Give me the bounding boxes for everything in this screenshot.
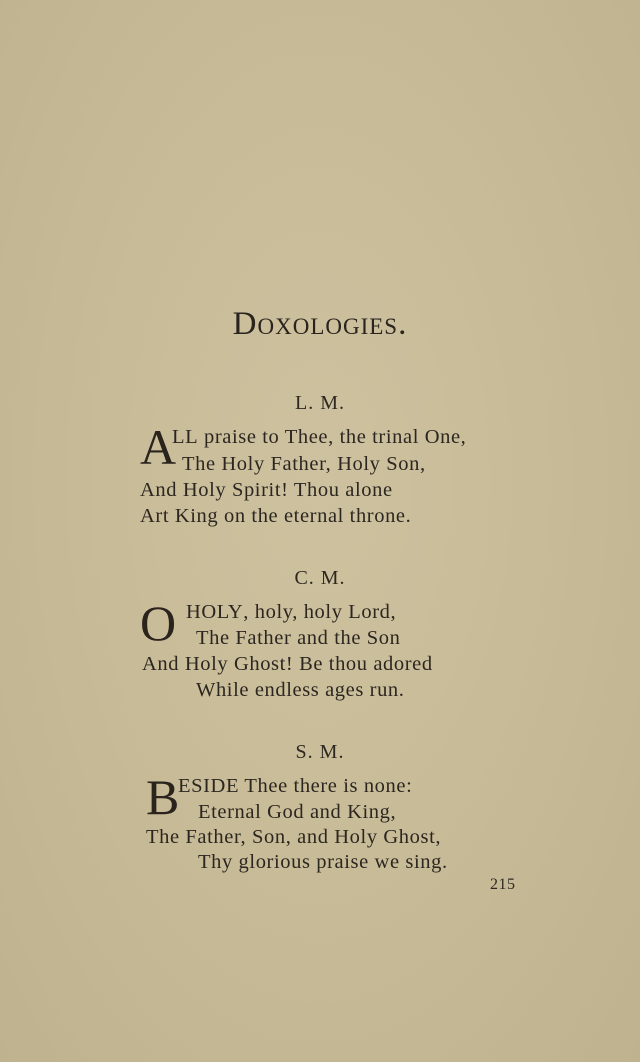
stanza-line: The Holy Father, Holy Son,	[182, 453, 426, 475]
stanza-line: Eternal God and King,	[198, 801, 397, 823]
stanza-line	[186, 601, 396, 624]
dropcap-o: O	[140, 595, 177, 651]
line-text: Thee there is none:	[239, 775, 413, 797]
page-number: 215	[490, 876, 516, 893]
stanza-line: Art King on the eternal throne.	[140, 505, 412, 527]
stanza-line	[172, 426, 466, 449]
meter-heading-sm: S. M.	[295, 741, 345, 763]
stanza-line: The Father and the Son	[196, 627, 401, 649]
stanza-line: Thy glorious praise we sing.	[198, 851, 448, 873]
stanza-line: And Holy Ghost! Be thou adored	[142, 653, 433, 675]
meter-heading-lm: L. M.	[295, 392, 345, 414]
dropcap-b: B	[146, 769, 180, 825]
stanza-line: While endless ages run.	[196, 679, 405, 701]
meter-heading-cm: C. M.	[294, 567, 346, 589]
first-word-rest: ESIDE	[178, 775, 240, 797]
page-title: Doxologies.	[232, 306, 408, 342]
first-word-rest: LL	[172, 426, 199, 448]
stanza-line: And Holy Spirit! Thou alone	[140, 479, 393, 501]
line-text: praise to Thee, the trinal One,	[198, 426, 467, 448]
dropcap-a: A	[140, 419, 177, 475]
first-word-rest: HOLY	[186, 601, 244, 623]
stanza-line	[178, 775, 412, 798]
stanza-line: The Father, Son, and Holy Ghost,	[146, 826, 442, 848]
line-text: , holy, holy Lord,	[243, 601, 397, 623]
